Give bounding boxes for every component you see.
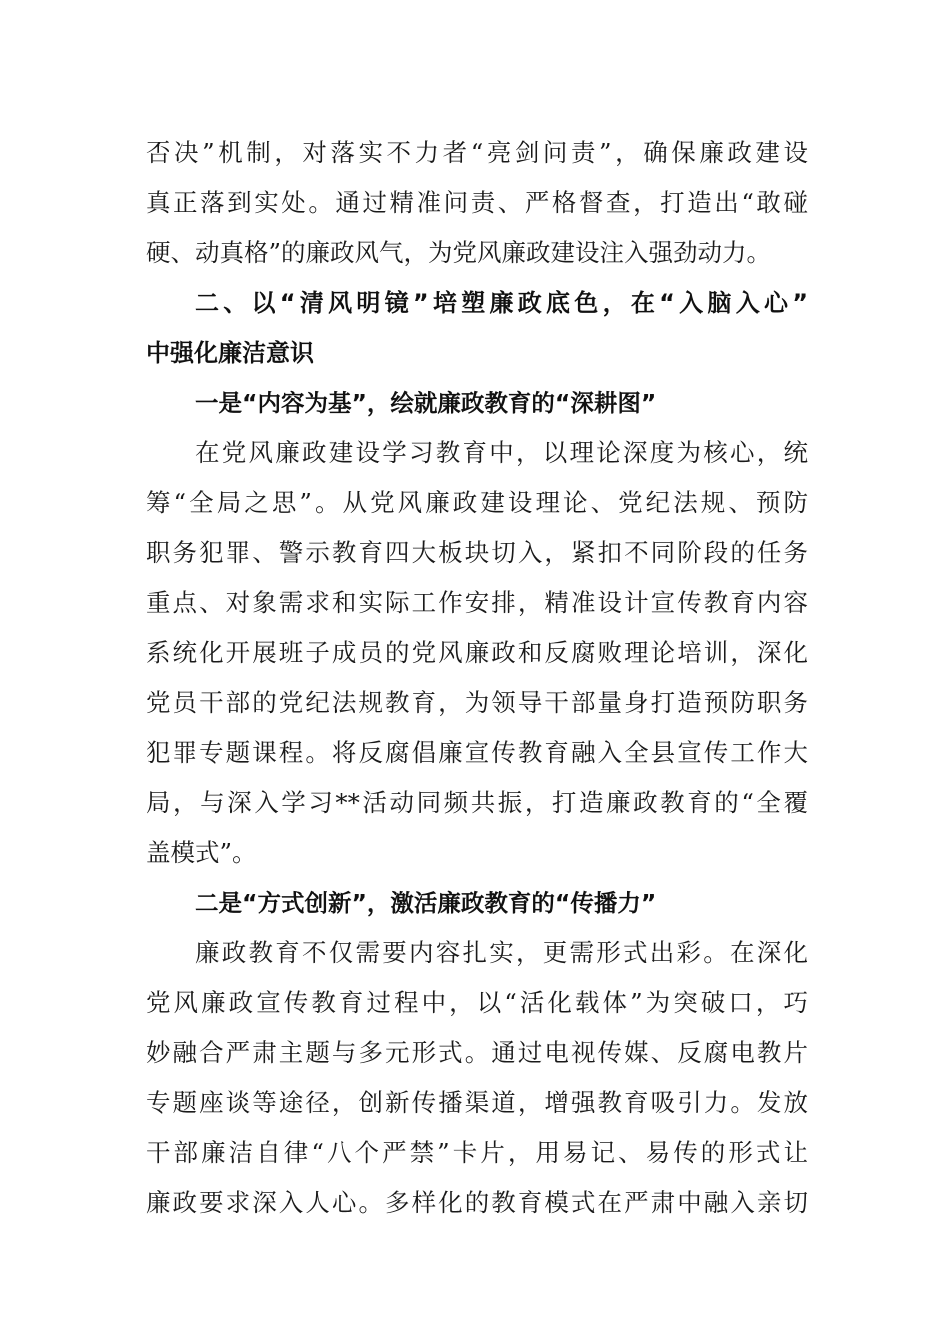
paragraph-line: 筹“全局之思”。从党风廉政建设理论、党纪法规、预防 bbox=[146, 488, 808, 517]
section-heading: 二、以“清风明镜”培塑廉政底色，在“入脑入心” bbox=[195, 289, 808, 317]
paragraph-line: 真正落到实处。通过精准问责、严格督查，打造出“敢碰 bbox=[146, 188, 808, 217]
paragraph-line: 妙融合严肃主题与多元形式。通过电视传媒、反腐电教片 bbox=[146, 1038, 808, 1067]
paragraph-line: 廉政教育不仅需要内容扎实，更需形式出彩。在深化 bbox=[195, 938, 808, 967]
subsection-heading: 二是“方式创新”，激活廉政教育的“传播力” bbox=[195, 889, 657, 917]
paragraph-line: 犯罪专题课程。将反腐倡廉宣传教育融入全县宣传工作大 bbox=[146, 738, 808, 767]
paragraph-line: 党风廉政宣传教育过程中，以“活化载体”为突破口，巧 bbox=[146, 988, 808, 1017]
paragraph-line: 否决”机制，对落实不力者“亮剑问责”，确保廉政建设 bbox=[146, 138, 808, 167]
paragraph-line: 重点、对象需求和实际工作安排，精准设计宣传教育内容 bbox=[146, 588, 808, 617]
paragraph-line: 党员干部的党纪法规教育，为领导干部量身打造预防职务 bbox=[146, 688, 808, 717]
paragraph-line: 硬、动真格”的廉政风气，为党风廉政建设注入强劲动力。 bbox=[146, 238, 772, 267]
subsection-heading: 一是“内容为基”，绘就廉政教育的“深耕图” bbox=[195, 389, 657, 417]
paragraph-line: 职务犯罪、警示教育四大板块切入，紧扣不同阶段的任务 bbox=[146, 538, 808, 567]
paragraph-line: 干部廉洁自律“八个严禁”卡片，用易记、易传的形式让 bbox=[146, 1138, 808, 1167]
paragraph-line: 盖模式”。 bbox=[146, 838, 257, 867]
paragraph-line: 在党风廉政建设学习教育中，以理论深度为核心，统 bbox=[195, 438, 808, 467]
section-heading-continued: 中强化廉洁意识 bbox=[146, 339, 314, 367]
paragraph-line: 专题座谈等途径，创新传播渠道，增强教育吸引力。发放 bbox=[146, 1088, 808, 1117]
paragraph-line: 廉政要求深入人心。多样化的教育模式在严肃中融入亲切 bbox=[146, 1188, 808, 1217]
paragraph-line: 系统化开展班子成员的党风廉政和反腐败理论培训，深化 bbox=[146, 638, 808, 667]
paragraph-line: 局，与深入学习**活动同频共振，打造廉政教育的“全覆 bbox=[146, 788, 808, 817]
document-body bbox=[146, 128, 808, 1228]
